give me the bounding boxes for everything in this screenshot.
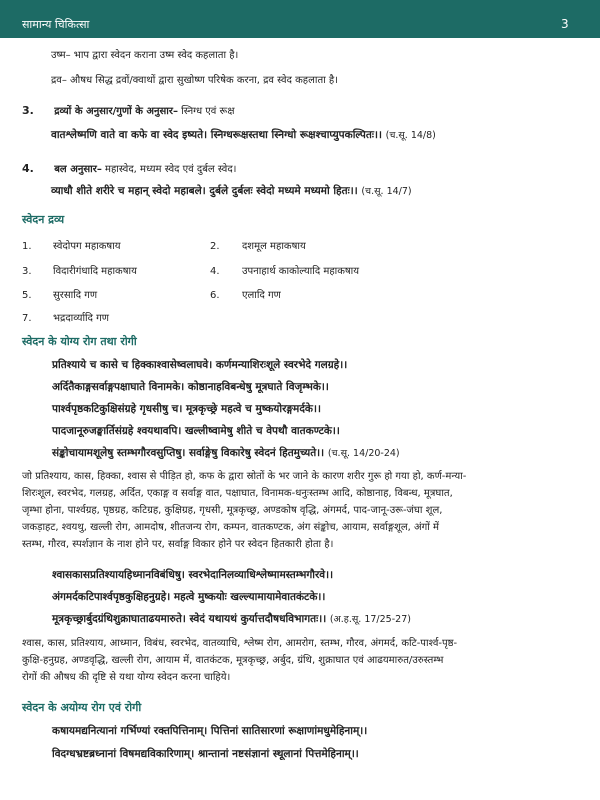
item-text: विदारीगंधादि महाकषाय [53, 266, 137, 277]
point-4-text: महास्वेद, मध्यम स्वेद एवं दुर्बल स्वेद। [101, 164, 237, 175]
yogya-para-line-4: जकड़ाहट, श्वयथु, खल्ली रोग, आमदोष, शीतजन्य रोग, कम्पन, वातकण्टक, अंग संङ्कोच, आयाम, सर्वाङ्गशूल, अंगों में [22, 522, 440, 533]
item-text: भद्रदार्व्यादि गण [53, 313, 109, 324]
yogya-verse-2: अर्दितैकाङ्गसर्वाङ्गपक्षाघाते विनामके। कोष्ठानाहविबन्धेषु मूत्रघाते विजृम्भके।। [52, 381, 329, 393]
item-number: 3. [22, 266, 32, 277]
point-3 [22, 104, 235, 119]
yogya-verse-6: श्वासकासप्रतिश्यायहिध्मानविबंधिषु। स्वरभेदानिलव्याधिश्लेष्मामस्तम्भगौरवे।। [52, 569, 334, 581]
yogya-reference-2: (अ.ह.सू. 17/25-27) [329, 614, 411, 625]
ayogya-verse-1: कषायमद्यनित्यानां गर्भिण्यां रक्तपित्तिनाम्। पित्तिनां सातिसारणां रूक्षाणांमधुमेहिनाम्।। [52, 725, 368, 737]
dravya-item-5 [22, 289, 98, 303]
yogya-verse-4: पादजानूरुजङ्घार्तिसंग्रहे श्वयथावपि। खल्लीष्वामेषु शीते च वेपथौ वातकण्टके।। [52, 425, 340, 437]
chapter-title: सामान्य चिकित्सा [22, 18, 90, 31]
intro-line-1: उष्म– भाप द्वारा स्वेदन कराना उष्म स्वेद कहलाता है। [51, 50, 239, 61]
point-3-verse-text: वातश्लेष्मणि वाते वा कफे वा स्वेद इष्यते। स्निग्धरूक्षस्तथा स्निग्धो रूक्षश्चाप्युपकल्पितः।। [51, 129, 382, 141]
point-4-verse-text: व्याधौ शीते शरीरे च महान् स्वेदो महाबले। दुर्बले दुर्बलः स्वेदो मध्यमे मध्यमो हितः।। [51, 185, 358, 197]
intro-line-2: द्रव– औषध सिद्ध द्रवों/क्वाथों द्वारा सुखोष्ण परिषेक करना, द्रव स्वेद कहलाता है। [51, 75, 339, 86]
yogya-para2-line-3: रोगों की औषध की दृष्टि से यथा योग्य स्वेदन करना चाहिये। [22, 672, 231, 683]
item-number: 6. [210, 290, 220, 301]
dravya-item-3 [22, 265, 137, 279]
yogya-para-line-2: शिरःशूल, स्वरभेद, गलग्रह, अर्दित, एकाङ्ग व सर्वाङ्ग वात, पक्षाघात, विनामक-धनुःस्तम्भ आदि, कोष्ठानाह, विबन्ध, मूत्रघात, [22, 488, 453, 499]
yogya-para-line-5: स्तम्भ, गौरव, स्पर्शज्ञान के नाश होने पर, सर्वाङ्ग विकार होने पर स्वेदन हितकारी होता है। [22, 539, 334, 550]
page-header-bar [0, 0, 600, 38]
point-4-verse [51, 184, 412, 199]
item-number: 1. [22, 241, 32, 252]
yogya-para-line-3: जृम्भा होना, पार्श्वग्रह, पृष्ठग्रह, कटिग्रह, कुक्षिग्रह, गृधसी, मूत्रकृच्छ्र, अण्डकोष वृद्धि, अंगमर्द, पाद-जानू-उरू-जंघा शूल, [22, 505, 443, 516]
yogya-heading: स्वेदन के योग्य रोग तथा रोगी [22, 335, 137, 348]
item-number: 4. [210, 266, 220, 277]
dravya-item-1 [22, 240, 121, 254]
yogya-para2-line-2: कुक्षि-हनुग्रह, अण्डवृद्धि, खल्ली रोग, आयाम में, वातकंटक, मूत्रकृच्छ्र, अर्बुद, ग्रंथि, शुक्राघात एवं आढयमारुत/उरुस्तम्भ [22, 655, 444, 666]
dravya-heading: स्वेदन द्रव्य [22, 213, 65, 226]
item-text: एलादि गण [242, 290, 281, 301]
point-3-text: स्निग्ध एवं रूक्ष [178, 106, 235, 117]
yogya-verse-5-text: संङ्कोचायामशूलेषु स्तम्भगौरवसुप्तिषु। सर्वाङ्गेषु विकारेषु स्वेदनं हितमुच्यते।। [52, 447, 325, 459]
point-4-title: बल अनुसार– [54, 164, 102, 175]
item-text: सुरसादि गण [53, 290, 98, 301]
yogya-verse-5 [52, 446, 400, 461]
item-number: 7. [22, 313, 32, 324]
item-number: 5. [22, 290, 32, 301]
item-text: स्वेदोपग महाकषाय [53, 241, 121, 252]
dravya-item-4 [210, 265, 360, 279]
point-3-number: 3. [22, 104, 34, 117]
yogya-para2-line-1: श्वास, कास, प्रतिश्याय, आध्मान, विबंध, स्वरभेद, वातव्याधि, श्लेष्म रोग, आमरोग, स्तम्भ, गौरव, अंगमर्द, कटि-पार्श्व-पृष्ठ- [22, 638, 458, 649]
yogya-para-line-1: जो प्रतिश्याय, कास, हिक्का, श्वास से पीड़ित हो, कफ के द्वारा स्रोतों के भर जाने के कारण शरीर गुरू हो गया हो, कर्ण-मन्या- [22, 471, 467, 482]
yogya-verse-8 [52, 612, 411, 627]
point-4-reference: (च.सू. 14/7) [361, 186, 412, 197]
item-number: 2. [210, 241, 220, 252]
point-4-number: 4. [22, 162, 34, 175]
page-number: 3 [561, 17, 569, 31]
item-text: दशमूल महाकषाय [242, 241, 306, 252]
yogya-verse-8-text: मूत्रकृच्छ्रार्बुदग्रंथिशुक्राघाताढयमारुते। स्वेदं यथायथं कुर्यात्तदौषधविभागतः।। [52, 613, 327, 625]
yogya-reference: (च.सू. 14/20-24) [327, 448, 400, 459]
dravya-item-6 [210, 289, 281, 303]
dravya-item-2 [210, 240, 306, 254]
point-3-reference: (च.सू. 14/8) [385, 130, 436, 141]
ayogya-verse-2: विदग्धभ्रष्टब्रध्नानां विषमद्यविकारिणाम्। श्रान्तानां नष्टसंज्ञानां स्थूलानां पित्तमेहिनाम्।। [52, 748, 359, 760]
point-3-title: द्रव्यों के अनुसार/गुणों के अनुसार– [54, 106, 178, 117]
point-3-verse [51, 128, 436, 143]
dravya-item-7 [22, 312, 109, 326]
ayogya-heading: स्वेदन के अयोग्य रोग एवं रोगी [22, 701, 142, 714]
yogya-verse-7: अंगमर्दकटिपार्श्वपृष्ठकुक्षिहनुग्रहे। महत्वे मुष्कयोः खल्ल्यामायामेवातकंटके।। [52, 591, 326, 603]
yogya-verse-3: पार्श्वपृष्ठकटिकुक्षिसंग्रहे गृधसीषु च। मूत्रकृच्छ्रे महत्वे च मुष्कयोरङ्गमर्दके।। [52, 403, 321, 415]
item-text: उपनाहार्थ काकोल्यादि महाकषाय [242, 266, 360, 277]
yogya-verse-1: प्रतिश्याये च कासे च हिक्काश्वासेष्वलाघवे। कर्णमन्याशिरःशूले स्वरभेदे गलग्रहे।। [52, 359, 348, 371]
point-4 [22, 162, 236, 177]
